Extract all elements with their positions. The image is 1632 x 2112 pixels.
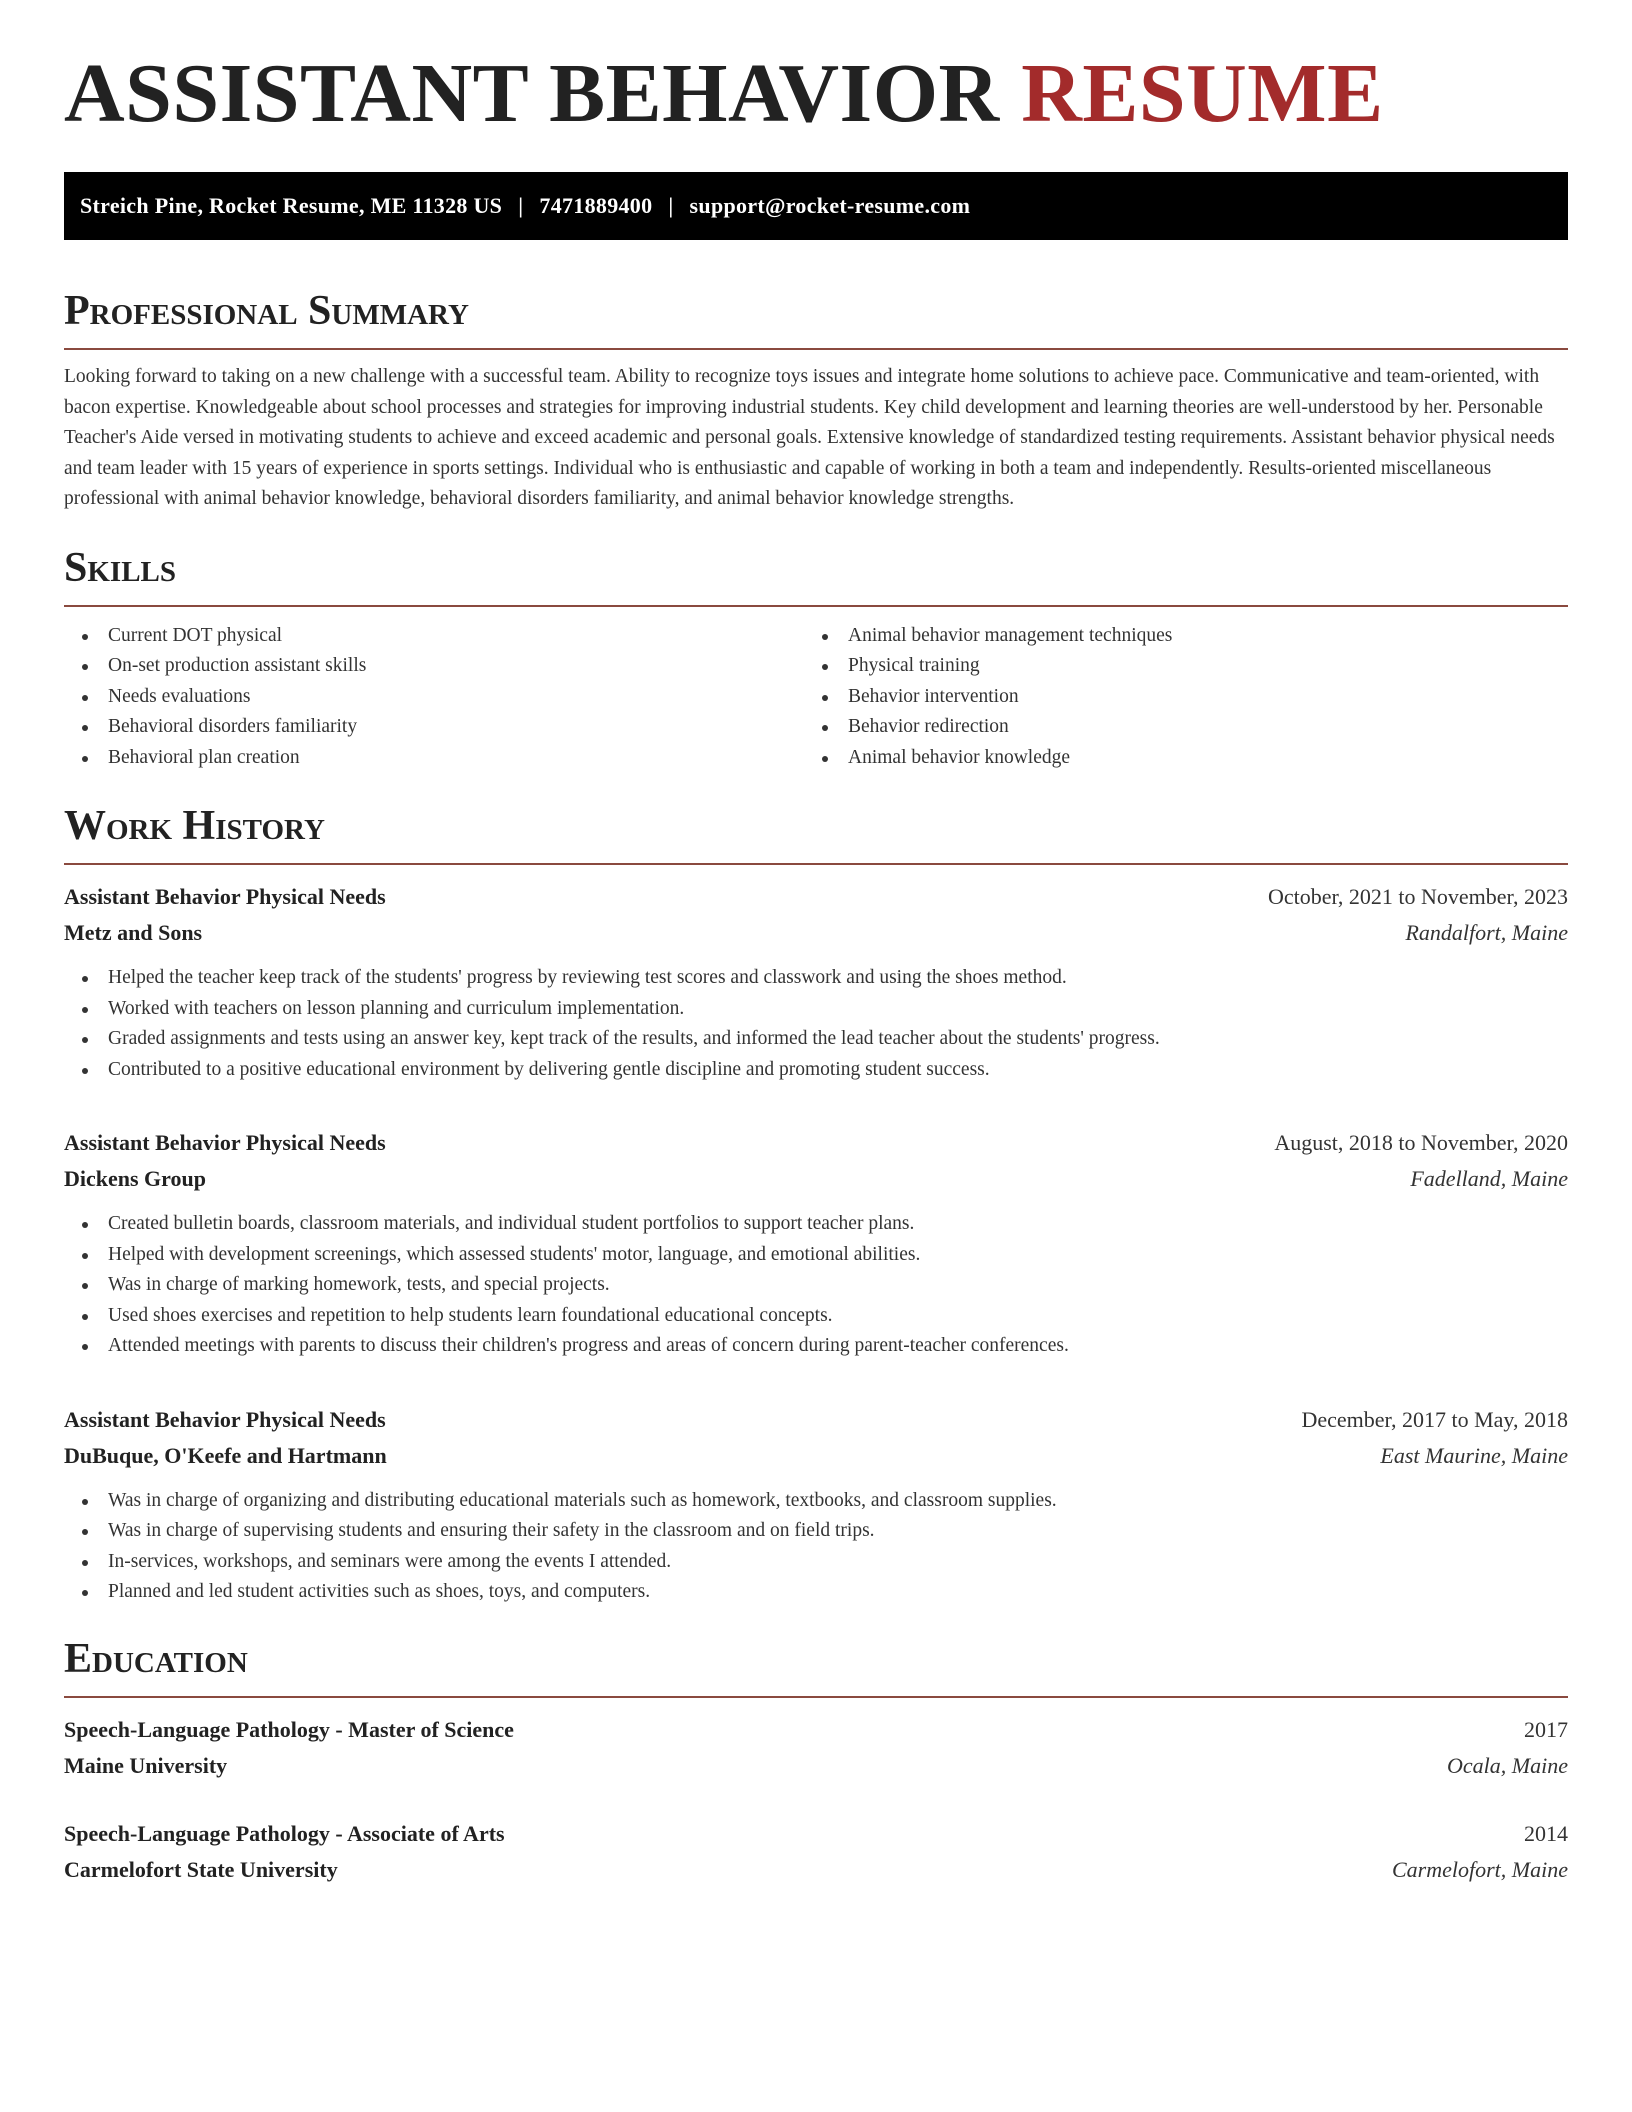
contact-phone[interactable]: 7471889400 <box>539 193 653 218</box>
job-duties-list <box>64 963 1568 1085</box>
contact-separator: | <box>668 193 674 218</box>
skills-section <box>64 544 1568 774</box>
skill-item: Animal behavior management techniques <box>804 621 1544 652</box>
education-entry <box>64 1816 1568 1888</box>
education-location: Ocala, Maine <box>1447 1752 1568 1778</box>
job-company: Metz and Sons <box>64 920 203 945</box>
job-duty: Helped with development screenings, which assessed students' motor, language, and emotional abilities. <box>64 1240 1568 1271</box>
job-location: East Maurine, Maine <box>1380 1442 1568 1468</box>
summary-section <box>64 290 1568 515</box>
title-accent: RESUME <box>1021 47 1384 140</box>
job-duty: Worked with teachers on lesson planning and curriculum implementation. <box>64 994 1568 1025</box>
job-duties-list <box>64 1209 1568 1362</box>
work-history-section <box>64 805 1568 1608</box>
job-duty: Attended meetings with parents to discuss their children's progress and areas of concern during parent-teacher conferences. <box>64 1331 1568 1362</box>
section-divider <box>64 863 1568 865</box>
work-history-heading: Work History <box>64 803 325 849</box>
job-header-row <box>64 1125 1568 1161</box>
contact-bar <box>64 172 1568 240</box>
education-school: Maine University <box>64 1752 228 1778</box>
job-title: Assistant Behavior Physical Needs <box>64 1130 386 1155</box>
job-entry <box>64 879 1568 1085</box>
section-divider <box>64 1696 1568 1698</box>
education-degree: Speech-Language Pathology - Associate of Arts <box>64 1820 505 1846</box>
education-heading: Education <box>64 1635 248 1682</box>
education-degree-row <box>64 1816 1568 1852</box>
skill-item: Behavioral plan creation <box>64 743 804 774</box>
job-duties-list <box>64 1486 1568 1608</box>
skill-item: Behavioral disorders familiarity <box>64 712 804 743</box>
job-duty: Created bulletin boards, classroom materials, and individual student portfolios to support teacher plans. <box>64 1209 1568 1240</box>
skills-heading: Skills <box>64 544 177 591</box>
education-school: Carmelofort State University <box>64 1856 338 1882</box>
skill-item: Animal behavior knowledge <box>804 743 1544 774</box>
skill-item: Needs evaluations <box>64 682 804 713</box>
job-duty: Contributed to a positive educational environment by delivering gentle discipline and promoting student success. <box>64 1055 1568 1086</box>
title-main: ASSISTANT BEHAVIOR <box>64 47 1000 140</box>
job-location: Fadelland, Maine <box>1410 1166 1568 1191</box>
education-degree-row <box>64 1712 1568 1748</box>
job-title: Assistant Behavior Physical Needs <box>64 884 386 909</box>
job-title: Assistant Behavior Physical Needs <box>64 1406 386 1432</box>
job-company-row <box>64 1438 1568 1474</box>
job-entry <box>64 1125 1568 1362</box>
skill-item: On-set production assistant skills <box>64 651 804 682</box>
education-school-row <box>64 1852 1568 1888</box>
job-duty: Was in charge of supervising students and ensuring their safety in the classroom and on field trips. <box>64 1516 1568 1547</box>
resume-title <box>64 47 1568 140</box>
job-header-row <box>64 879 1568 915</box>
job-duty: Used shoes exercises and repetition to help students learn foundational educational concepts. <box>64 1301 1568 1332</box>
education-school-row <box>64 1748 1568 1784</box>
job-duty: Was in charge of marking homework, tests, and special projects. <box>64 1270 1568 1301</box>
job-duty: Graded assignments and tests using an answer key, kept track of the results, and informed the lead teacher about the students' progress. <box>64 1024 1568 1055</box>
section-divider <box>64 348 1568 350</box>
contact-email[interactable]: support@rocket-resume.com <box>689 193 971 218</box>
job-duty: In-services, workshops, and seminars were among the events I attended. <box>64 1547 1568 1578</box>
education-year: 2017 <box>1524 1716 1568 1742</box>
education-location: Carmelofort, Maine <box>1392 1856 1568 1882</box>
job-dates: December, 2017 to May, 2018 <box>1301 1406 1568 1432</box>
contact-address: Streich Pine, Rocket Resume, ME 11328 US <box>80 193 503 218</box>
job-duty: Was in charge of organizing and distributing educational materials such as homework, textbooks, and classroom supplies. <box>64 1486 1568 1517</box>
job-location: Randalfort, Maine <box>1405 920 1568 945</box>
job-company: Dickens Group <box>64 1166 207 1191</box>
summary-heading: Professional Summary <box>64 288 469 334</box>
summary-text: Looking forward to taking on a new challenge with a successful team. Ability to recognize toys issues and integrate home solutions to achieve pace. Communicative and team-oriented, with bacon expertise. Knowledgeable about school processes and strategies for improving industrial students. Key child development and learning theories are well-understood by her. Personable Teacher's Aide versed in motivating students to achieve and exceed academic and personal goals. Extensive knowledge of standardized testing requirements. Assistant behavior physical needs and team leader with 15 years of experience in sports settings. Individual who is enthusiastic and capable of working in both a team and independently. Results-oriented miscellaneous professional with animal behavior knowledge, behavioral disorders familiarity, and animal behavior knowledge strengths. <box>64 366 1555 509</box>
job-company-row <box>64 915 1568 951</box>
skills-grid <box>64 621 1568 774</box>
education-degree: Speech-Language Pathology - Master of Science <box>64 1716 514 1742</box>
job-duty: Helped the teacher keep track of the students' progress by reviewing test scores and classwork and using the shoes method. <box>64 963 1568 994</box>
skills-list-left <box>64 621 804 774</box>
job-entry <box>64 1402 1568 1608</box>
skill-item: Behavior redirection <box>804 712 1544 743</box>
skill-item: Current DOT physical <box>64 621 804 652</box>
skills-list-right <box>804 621 1544 774</box>
education-entry <box>64 1712 1568 1784</box>
contact-separator: | <box>518 193 524 218</box>
education-year: 2014 <box>1524 1820 1568 1846</box>
job-header-row <box>64 1402 1568 1438</box>
job-dates: August, 2018 to November, 2020 <box>1274 1130 1568 1155</box>
section-divider <box>64 605 1568 607</box>
skill-item: Physical training <box>804 651 1544 682</box>
skill-item: Behavior intervention <box>804 682 1544 713</box>
job-company-row <box>64 1161 1568 1197</box>
job-duty: Planned and led student activities such as shoes, toys, and computers. <box>64 1577 1568 1608</box>
education-section <box>64 1635 1568 1888</box>
job-company: DuBuque, O'Keefe and Hartmann <box>64 1442 387 1468</box>
job-dates: October, 2021 to November, 2023 <box>1267 884 1568 909</box>
